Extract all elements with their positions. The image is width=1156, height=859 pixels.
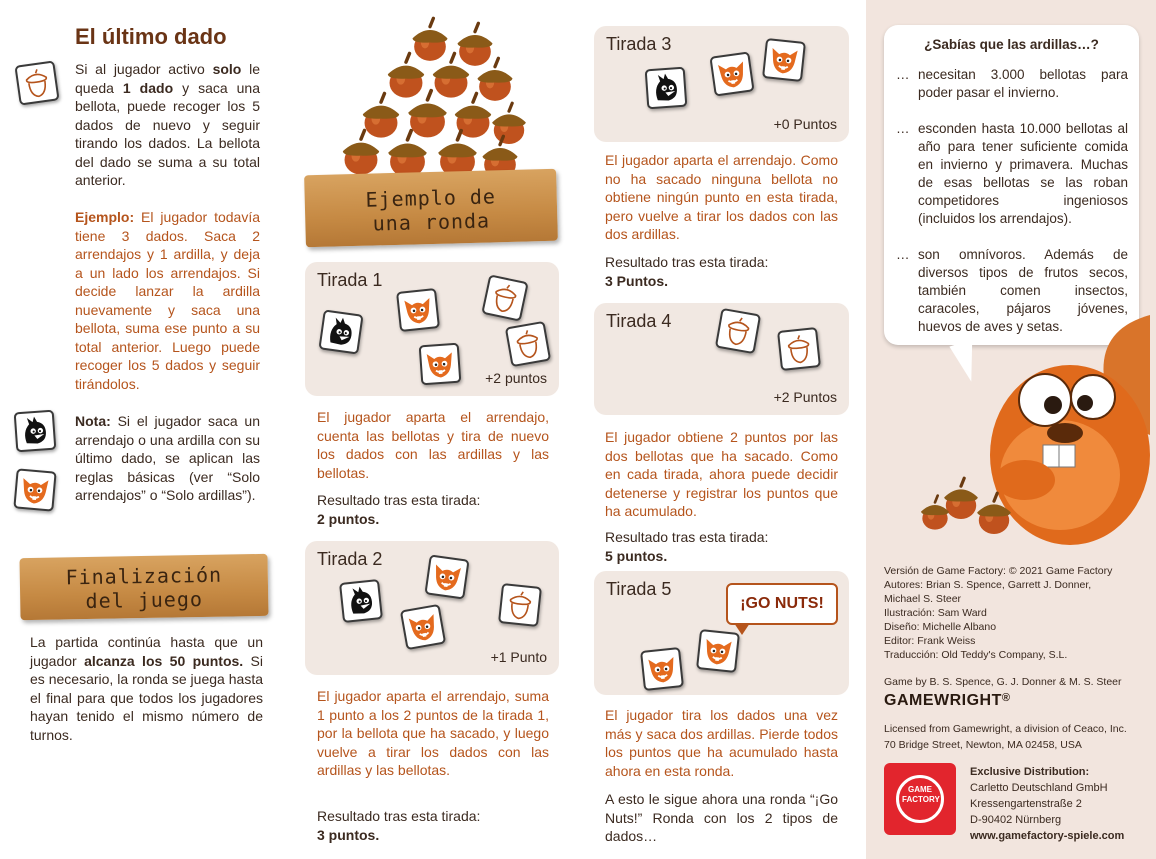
license-line-2: 70 Bridge Street, Newton, MA 02458, USA	[884, 739, 1082, 751]
jay-die-icon	[318, 309, 363, 354]
fact-3-text: son omnívoros. Además de diversos tipos de frutos secos, también comen insectos, caracoles, pájaros jóvenes, huevos de aves y setas.	[918, 247, 1128, 334]
jay-die-icon	[645, 67, 688, 110]
acorn-die-icon	[715, 308, 761, 354]
fact-2-dots: …	[896, 121, 910, 136]
distribution-title: Exclusive Distribution:	[970, 766, 1090, 778]
registered-mark: ®	[1001, 692, 1011, 704]
gamewright-logo	[884, 692, 1010, 710]
roll-4-title: Tirada 4	[606, 311, 672, 331]
end-of-game-sign	[19, 554, 268, 620]
roll-5-panel	[594, 571, 849, 695]
distribution-line-1: Carletto Deutschland GmbH	[970, 782, 1108, 794]
acorn-die-icon	[777, 327, 821, 371]
roll-4-text: El jugador obtiene 2 puntos por las dos bellotas que ha sacado. Como en cada tirada, ahora puede decidir detenerse y registrar los puntos que ha acumulado.	[605, 429, 838, 519]
roll-1-result: 2 puntos.	[317, 511, 380, 527]
squirrel-die-icon	[400, 604, 446, 650]
acorn-die-icon	[14, 60, 59, 105]
squirrel-die-icon	[696, 629, 740, 673]
roll-1-result-label: Resultado tras esta tirada:	[317, 492, 481, 508]
fact-1-dots: …	[896, 67, 910, 82]
go-nuts-speech-bubble	[726, 583, 838, 625]
go-nuts-label: ¡GO NUTS!	[740, 595, 824, 612]
squirrel-die-icon	[762, 38, 806, 82]
squirrel-die-icon	[396, 288, 440, 332]
example-paragraph: Ejemplo: El jugador todavía tiene 3 dados. Saca 2 arrendajos y 1 ardilla, y deja a un lado los arrendajos. Si decide lanzar la ardilla nuevamente y saca una bellota, suma ese punto a su total anterior. Luego puede recoger los 5 dados y seguir tirándolos.	[75, 209, 260, 392]
fact-1	[896, 66, 1131, 106]
squirrel-die-icon	[424, 554, 469, 599]
distribution-line-2: Kressengartenstraße 2	[970, 798, 1082, 810]
acorn-die-icon	[481, 274, 528, 321]
acorn-die-icon	[505, 321, 551, 367]
fact-2-text: esconden hasta 10.000 bellotas al año para tener suficiente comida en invierno y primavera. Muchas de esas bellotas se las roban competidores ingeniosos (incluidos los arrendajos).	[918, 121, 1128, 226]
end-of-game-sign-line1: Finalización	[65, 562, 223, 590]
fact-1-text: necesitan 3.000 bellotas para poder pasar el invierno.	[918, 67, 1128, 100]
distribution-line-3: D-90402 Nürnberg	[970, 814, 1062, 826]
acorn-pile-illustration	[335, 15, 535, 190]
example-round-sign-line2: una ronda	[372, 208, 491, 236]
roll-2-title: Tirada 2	[317, 549, 383, 569]
credit-line-1: Versión de Game Factory: © 2021 Game Factory	[884, 565, 1113, 577]
roll-1-text: El jugador aparta el arrendajo, cuenta las bellotas y tira de nuevo los dados con las ardillas y las bellotas.	[317, 409, 549, 481]
credit-line-2: Autores: Brian S. Spence, Garrett J. Donner,	[884, 579, 1092, 591]
gamewright-wordmark: GAMEWRIGHT	[884, 692, 1002, 709]
end-of-game-paragraph: La partida continúa hasta que un jugador alcanza los 50 puntos. Si es necesario, la ronda se juega hasta el final para que todos los jugadores hayan tenido el mismo número de turnos.	[30, 634, 264, 743]
credit-line-7: Traducción: Old Teddy's Company, S.L.	[884, 649, 1068, 661]
squirrel-die-icon	[709, 51, 754, 96]
license-line-1: Licensed from Gamewright, a division of Ceaco, Inc.	[884, 723, 1127, 735]
fun-facts-title: ¿Sabías que las ardillas…?	[924, 37, 1099, 52]
fact-2	[896, 120, 1131, 230]
credit-line-3: Michael S. Steer	[884, 593, 962, 605]
roll-2-text: El jugador aparta el arrendajo, suma 1 punto a los 2 puntos de la tirada 1, por la bellota que ha sacado, y luego vuelve a tirar los dados con las ardillas y las bellotas.	[317, 688, 549, 778]
roll-1-title: Tirada 1	[317, 270, 383, 290]
roll-3-result-label: Resultado tras esta tirada:	[605, 254, 769, 270]
game-factory-logo-text: GAME FACTORY	[902, 785, 940, 804]
roll-1-panel	[305, 262, 559, 396]
distribution-block	[970, 764, 1150, 844]
section-title-last-die: El último dado	[75, 24, 227, 49]
squirrel-die-icon	[640, 647, 684, 691]
roll-3-result: 3 Puntos.	[605, 273, 669, 289]
roll-2-result: 3 puntos.	[317, 827, 380, 843]
roll-2-panel	[305, 541, 559, 675]
acorn-die-icon	[498, 583, 542, 627]
roll-3-panel	[594, 26, 849, 142]
roll-4-result: 5 puntos.	[605, 548, 668, 564]
roll-2-points: +1 Punto	[490, 649, 547, 665]
roll-4-panel	[594, 303, 849, 415]
roll-5-text: El jugador tira los dados una vez más y saca dos ardillas. Pierde todos los puntos que ha acumulado hasta ahora en esta ronda.	[605, 707, 838, 779]
credits-block	[884, 564, 1149, 662]
jay-die-icon	[339, 579, 383, 623]
end-of-game-sign-line2: del juego	[85, 586, 204, 614]
squirrel-die-icon	[13, 468, 56, 511]
roll-5-followup: A esto le sigue ahora una ronda “¡Go Nuts!” Ronda con los 2 tipos de dados…	[605, 791, 838, 844]
jay-die-icon	[14, 410, 57, 453]
roll-2-result-label: Resultado tras esta tirada:	[317, 808, 481, 824]
example-round-sign-line1: Ejemplo de	[365, 184, 497, 212]
credit-line-6: Editor: Frank Weiss	[884, 635, 976, 647]
credit-line-5: Diseño: Michelle Albano	[884, 621, 997, 633]
squirrel-mascot-illustration	[895, 315, 1156, 560]
credit-line-4: Ilustración: Sam Ward	[884, 607, 987, 619]
roll-4-points: +2 Puntos	[773, 389, 837, 405]
game-factory-logo	[884, 763, 956, 835]
fun-facts-bubble	[884, 25, 1139, 345]
example-round-sign	[304, 169, 558, 248]
roll-3-title: Tirada 3	[606, 34, 672, 54]
roll-4-result-label: Resultado tras esta tirada:	[605, 529, 769, 545]
roll-5-title: Tirada 5	[606, 579, 672, 599]
distribution-url: www.gamefactory-spiele.com	[970, 830, 1125, 842]
roll-1-points: +2 puntos	[485, 370, 547, 386]
game-by-line: Game by B. S. Spence, G. J. Donner & M. S. Steer	[884, 676, 1122, 688]
roll-3-points: +0 Puntos	[773, 116, 837, 132]
note-paragraph: Nota: Si el jugador saca un arrendajo o una ardilla con su último dado, se aplican las reglas básicas (ver “Solo arrendajos” o “Solo ardillas”).	[75, 413, 260, 503]
last-die-paragraph: Si al jugador activo solo le queda 1 dado y saca una bellota, puede recoger los 5 dados de nuevo y seguir tirando los dados. La bellota del dado se suma a su total anterior.	[75, 61, 261, 188]
roll-3-text: El jugador aparta el arrendajo. Como no ha sacado ninguna bellota no obtiene ningún punto en esta tirada, pero vuelve a tirar los dados con las dos ardillas.	[605, 152, 838, 242]
squirrel-die-icon	[419, 343, 462, 386]
fact-3-dots: …	[896, 247, 910, 262]
